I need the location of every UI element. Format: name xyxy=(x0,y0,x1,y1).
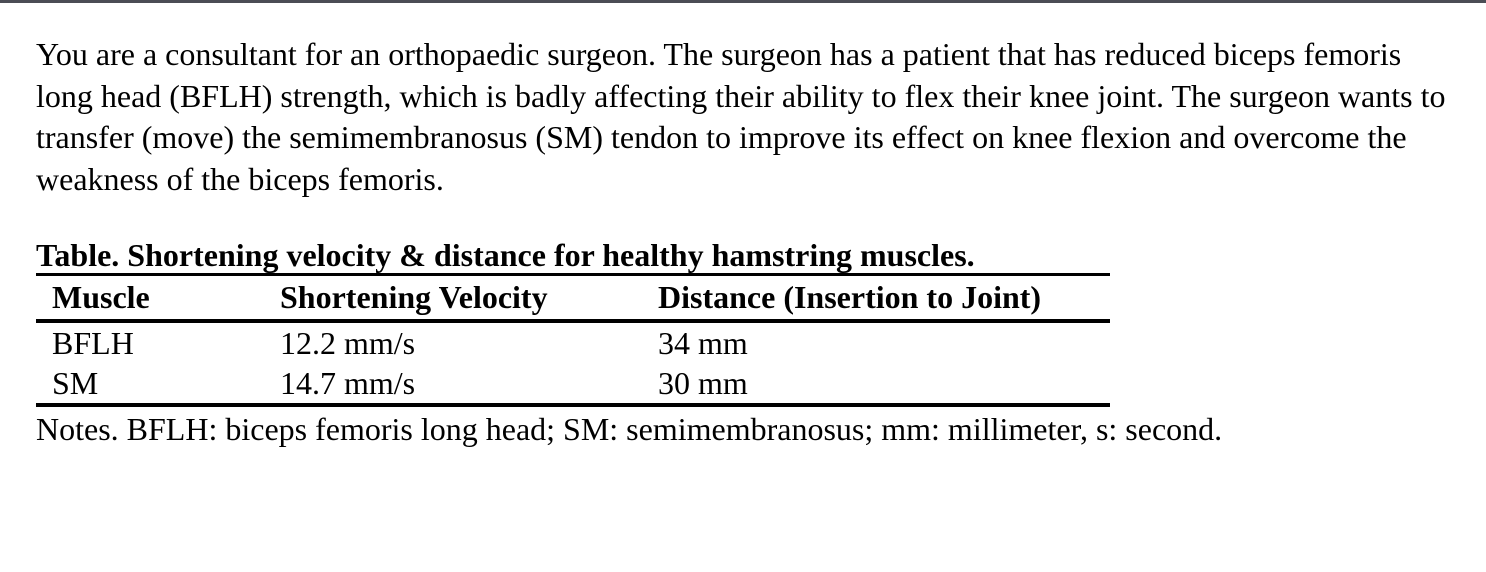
table-notes: Notes. BFLH: biceps femoris long head; SM: semimembranosus; mm: millimeter, s: second. xyxy=(36,411,1223,447)
cell-muscle: SM xyxy=(36,363,280,405)
table-row xyxy=(36,321,1110,363)
document-content xyxy=(36,34,1456,449)
cell-velocity: 12.2 mm/s xyxy=(280,325,416,361)
table-row xyxy=(36,363,1110,405)
data-table-block xyxy=(36,235,1223,449)
table-header-row xyxy=(36,276,1110,321)
header-shortening-velocity: Shortening Velocity xyxy=(280,276,658,321)
intro-paragraph: You are a consultant for an orthopaedic surgeon. The surgeon has a patient that has reduced biceps femoris long head (BFLH) strength, which is badly affecting their ability to flex their knee joint. The surgeon wants to transfer (move) the semimembranosus (SM) tendon to improve its effect on knee flexion and overcome the weakness of the biceps femoris. xyxy=(36,36,1446,197)
cell-muscle: BFLH xyxy=(52,325,134,361)
top-border xyxy=(0,0,1486,3)
table-caption: Table. Shortening velocity & distance for healthy hamstring muscles. xyxy=(36,237,975,273)
cell-velocity: 14.7 mm/s xyxy=(280,363,658,405)
cell-distance: 30 mm xyxy=(658,363,1110,405)
header-muscle: Muscle xyxy=(36,276,280,321)
data-table xyxy=(36,276,1110,407)
header-distance: Distance (Insertion to Joint) xyxy=(658,276,1110,321)
cell-distance: 34 mm xyxy=(658,325,748,361)
